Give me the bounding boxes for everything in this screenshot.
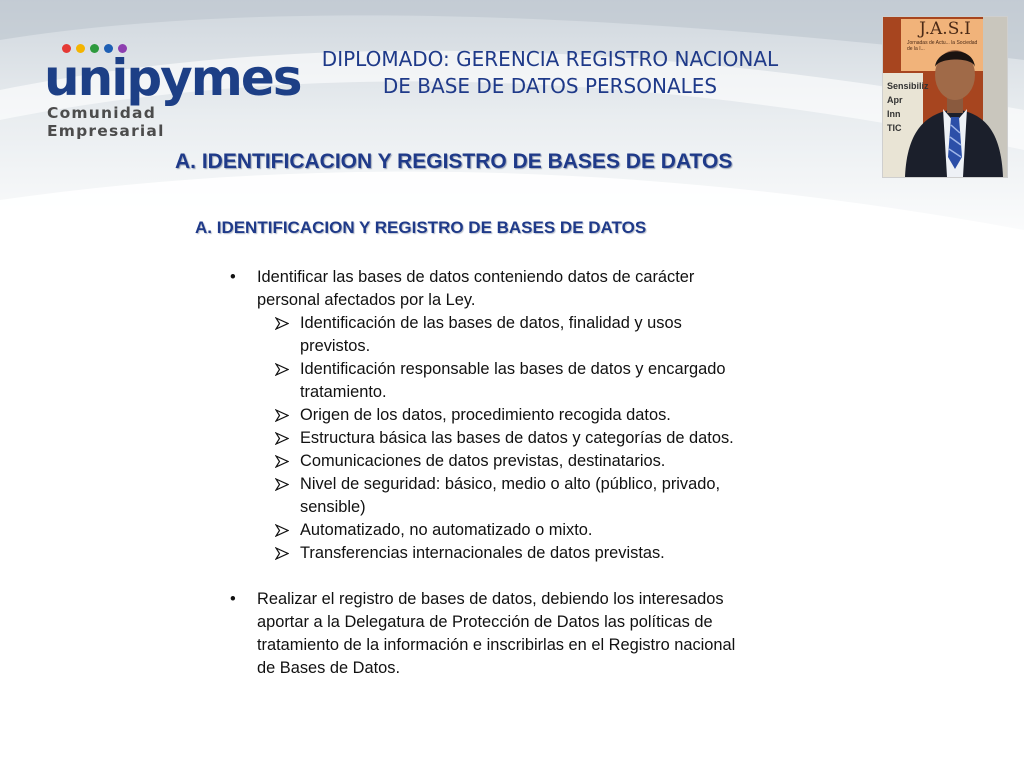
text-line: Transferencias internacionales de datos previstas. <box>300 544 665 562</box>
list-item <box>230 542 830 565</box>
bullet-item <box>230 266 830 312</box>
arrow-bullet-icon <box>275 363 289 376</box>
logo-subtitle: Comunidad Empresarial <box>47 104 165 140</box>
photo-side-word: Apr <box>887 95 903 105</box>
list-item <box>230 473 830 519</box>
arrow-bullet-icon <box>275 317 289 330</box>
arrow-bullet-icon <box>275 455 289 468</box>
text-line: tratamiento. <box>300 383 387 401</box>
text-line: personal afectados por la Ley. <box>257 291 476 309</box>
header-line-1: DIPLOMADO: GERENCIA REGISTRO NACIONAL <box>321 47 779 71</box>
text-line: Comunicaciones de datos previstas, destinatarios. <box>300 452 666 470</box>
arrow-bullet-icon <box>275 524 289 537</box>
main-title: A. IDENTIFICACION Y REGISTRO DE BASES DE DATOS <box>175 150 733 173</box>
photo-banner-text: Jornadas de Actu... la Sociedad de la I... <box>907 40 978 52</box>
bullet-text <box>257 266 830 312</box>
arrow-bullet-icon <box>275 547 289 560</box>
logo-wordmark: unipymes <box>44 49 301 107</box>
text-line: previstos. <box>300 337 371 355</box>
photo-banner-title: J.A.S.I <box>919 19 971 39</box>
arrow-bullet-icon <box>275 478 289 491</box>
text-line: Realizar el registro de bases de datos, debiendo los interesados <box>257 590 724 608</box>
list-item <box>230 404 830 427</box>
bullet-mark: • <box>230 268 236 286</box>
text-line: aportar a la Delegatura de Protección de Datos las políticas de <box>257 613 713 631</box>
photo-side-word: Sensibiliz <box>887 81 929 91</box>
list-item <box>230 450 830 473</box>
text-line: de Bases de Datos. <box>257 659 401 677</box>
bullet-text <box>257 588 830 680</box>
spacer <box>230 565 830 588</box>
presenter-figure <box>883 17 1007 177</box>
presenter-photo <box>882 16 1008 178</box>
list-item <box>230 358 830 404</box>
header-line-2: DE BASE DE DATOS PERSONALES <box>382 74 718 98</box>
list-item <box>230 312 830 358</box>
photo-side-word: TIC <box>887 123 902 133</box>
arrow-bullet-icon <box>275 409 289 422</box>
text-line: Origen de los datos, procedimiento recogida datos. <box>300 406 671 424</box>
text-line: Automatizado, no automatizado o mixto. <box>300 521 593 539</box>
text-line: sensible) <box>300 498 366 516</box>
slide-content <box>230 266 830 680</box>
unipymes-logo <box>44 44 301 140</box>
photo-side-word: Inn <box>887 109 901 119</box>
text-line: tratamiento de la información e inscribirlas en el Registro nacional <box>257 636 736 654</box>
list-item <box>230 519 830 542</box>
text-line: Identificación de las bases de datos, finalidad y usos <box>300 314 682 332</box>
text-line: Identificación responsable las bases de datos y encargado <box>300 360 726 378</box>
text-line: Estructura básica las bases de datos y categorías de datos. <box>300 429 734 447</box>
arrow-bullet-icon <box>275 432 289 445</box>
text-line: Identificar las bases de datos conteniendo datos de carácter <box>257 268 695 286</box>
section-title: A. IDENTIFICACION Y REGISTRO DE BASES DE DATOS <box>195 218 647 237</box>
bullet-item <box>230 588 830 680</box>
page-header-title <box>290 46 810 100</box>
list-item <box>230 427 830 450</box>
text-line: Nivel de seguridad: básico, medio o alto (público, privado, <box>300 475 721 493</box>
bullet-mark: • <box>230 590 236 608</box>
sub-list <box>230 312 830 565</box>
